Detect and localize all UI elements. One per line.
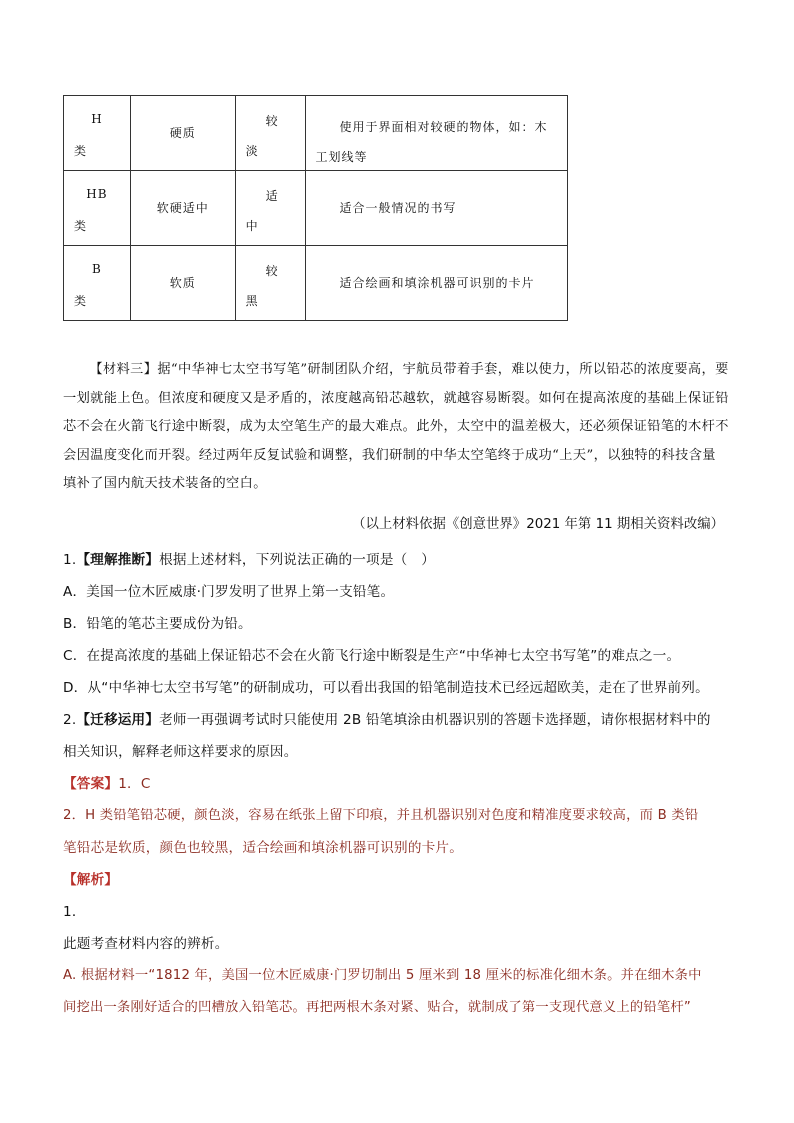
usage-text: 使用于界面相对较硬的物体，如：木工划线等 — [315, 120, 548, 164]
question-2 — [63, 708, 733, 728]
type-suffix: 类 — [74, 294, 88, 308]
analysis-number: 1． — [63, 904, 86, 920]
material-three-paragraph — [63, 356, 729, 499]
lead-quality: 软质 — [169, 276, 196, 290]
color-bottom: 黑 — [245, 294, 259, 308]
question-number: 2. — [63, 712, 77, 728]
answer-2-line-1: 2．H 类铅笔铅芯硬，颜色淡，容易在纸张上留下印痕，并且机器识别对色度和精准度要求较高，而 B 类铅 — [63, 808, 699, 823]
question-tag: 【理解推断】 — [76, 552, 160, 568]
color-top: 适 — [265, 189, 279, 203]
question-2-continued: 相关知识，解释老师这样要求的原因。 — [63, 744, 298, 760]
usage-text: 适合一般情况的书写 — [339, 201, 457, 215]
option-a: A．美国一位木匠威康·门罗发明了世界上第一支铅笔。 — [63, 584, 395, 600]
option-d: D．从“中华神七太空书写笔”的研制成功，可以看出我国的铅笔制造技术已经远超欧美，走在了世界前列。 — [63, 680, 709, 696]
color-bottom: 淡 — [245, 144, 259, 158]
lead-quality: 软硬适中 — [156, 201, 209, 215]
type-name: HB — [86, 187, 108, 201]
type-name: H — [91, 112, 103, 126]
pencil-type-table — [63, 95, 568, 321]
table-row — [64, 171, 568, 246]
option-b: B．铅笔的笔芯主要成份为铅。 — [63, 616, 252, 632]
question-text: 根据上述材料，下列说法正确的一项是（ ） — [159, 552, 436, 568]
material-three-text: 据“中华神七太空书写笔”研制团队介绍，宇航员带着手套，难以使力，所以铅芯的浓度要高，要一划就能上色。但浓度和硬度又是矛盾的，浓度越高铅芯越软，就越容易断裂。如何在提高浓度的基础上保证铅芯不会在火箭飞行途中断裂，成为太空笔生产的最大难点。此外，太空中的温差极大，还必须保证铅笔的木杆不会因温度变化而开裂。经过两年反复试验和调整，我们研制的中华太空笔终于成功“上天”，以独特的科技含量填补了国内航天技术装备的空白。 — [63, 362, 729, 492]
source-note: （以上材料依据《创意世界》2021 年第 11 期相关资料改编） — [352, 517, 724, 532]
color-top: 较 — [265, 114, 279, 128]
question-1 — [63, 548, 733, 568]
answer-2-line-2: 笔铅芯是软质，颜色也较黑，适合绘画和填涂机器可识别的卡片。 — [63, 840, 464, 856]
table-row — [64, 246, 568, 321]
answer-1: 1．C — [118, 776, 151, 792]
material-three-label: 【材料三】 — [89, 362, 158, 377]
analysis-a-line-1: A. 根据材料一“1812 年，美国一位木匠威康·门罗切制出 5 厘米到 18 厘米的标准化细木条。并在细木条中 — [63, 968, 702, 983]
question-tag: 【迁移运用】 — [76, 712, 160, 728]
analysis-label: 【解析】 — [63, 872, 119, 888]
type-suffix: 类 — [74, 219, 88, 233]
type-suffix: 类 — [74, 144, 88, 158]
lead-quality: 硬质 — [169, 126, 196, 140]
option-c: C．在提高浓度的基础上保证铅芯不会在火箭飞行途中断裂是生产“中华神七太空书写笔”的难点之一。 — [63, 648, 681, 664]
answer-block — [63, 772, 733, 792]
answer-label: 【答案】 — [63, 776, 119, 792]
question-text: 老师一再强调考试时只能使用 2B 铅笔填涂由机器识别的答题卡选择题，请你根据材料中的 — [159, 712, 711, 728]
question-number: 1. — [63, 552, 77, 568]
color-top: 较 — [265, 264, 279, 278]
analysis-a-line-2: 间挖出一条刚好适合的凹槽放入铅笔芯。再把两根木条对紧、贴合，就制成了第一支现代意义上的铅笔杆” — [63, 1000, 691, 1015]
usage-text: 适合绘画和填涂机器可识别的卡片 — [339, 276, 535, 290]
type-name: B — [92, 262, 102, 276]
color-bottom: 中 — [245, 219, 259, 233]
table-row — [64, 96, 568, 171]
analysis-intro: 此题考查材料内容的辨析。 — [63, 936, 229, 952]
